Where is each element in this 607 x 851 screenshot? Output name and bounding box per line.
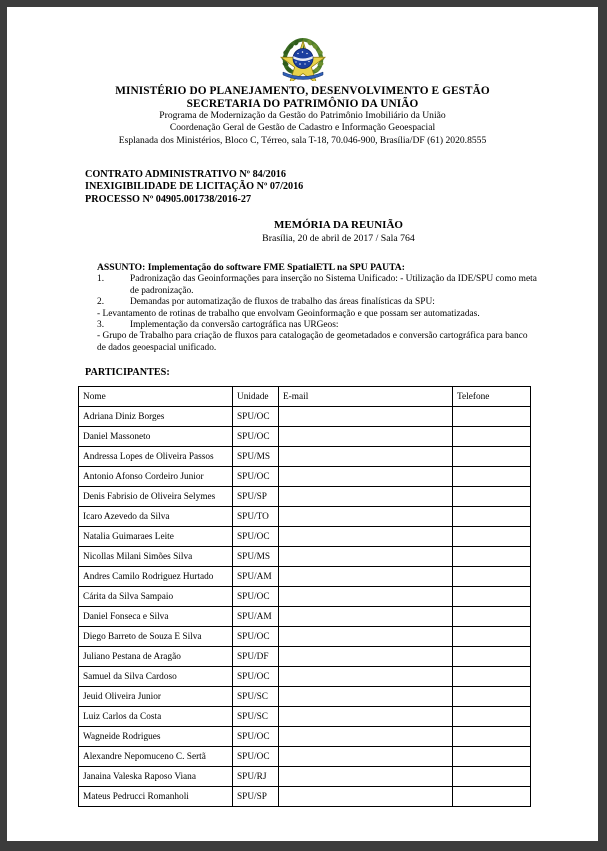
participant-phone	[453, 707, 531, 727]
agenda-note-1: - Levantamento de rotinas de trabalho que envolvam Geoinformação e que possam ser automatizadas.	[97, 308, 480, 319]
participant-name: Natalia Guimaraes Leite	[79, 527, 233, 547]
participant-name: Alexandre Nepomuceno C. Sertã	[79, 747, 233, 767]
document-references	[85, 169, 598, 206]
participant-unit: SPU/OC	[233, 407, 279, 427]
participant-unit: SPU/OC	[233, 467, 279, 487]
table-row	[79, 467, 531, 487]
participant-unit: SPU/SP	[233, 787, 279, 807]
participant-email	[279, 707, 453, 727]
participant-phone	[453, 627, 531, 647]
participant-phone	[453, 547, 531, 567]
minutes-place-date: Brasília, 20 de abril de 2017 / Sala 764	[262, 233, 415, 245]
participant-name: Daniel Massoneto	[79, 427, 233, 447]
participant-phone	[453, 487, 531, 507]
participant-unit: SPU/MS	[233, 547, 279, 567]
participant-unit: SPU/OC	[233, 427, 279, 447]
participant-name: Samuel da Silva Cardoso	[79, 667, 233, 687]
participant-email	[279, 467, 453, 487]
participant-phone	[453, 607, 531, 627]
participant-unit: SPU/RJ	[233, 767, 279, 787]
participant-unit: SPU/OC	[233, 727, 279, 747]
participant-phone	[453, 567, 531, 587]
column-header-nome: Nome	[79, 387, 233, 407]
column-header-email: E-mail	[279, 387, 453, 407]
participant-email	[279, 747, 453, 767]
participant-name: Denis Fabrisio de Oliveira Selymes	[79, 487, 233, 507]
table-row	[79, 667, 531, 687]
agenda-note-2: - Grupo de Trabalho para criação de fluxos para catalogação de geometadados e conversão cartográfica para banco de dados geoespacial unificado.	[97, 331, 528, 353]
agenda-item-1-text: Padronização das Geoinformações para inserção no Sistema Unificado: - Utilização da IDE/SPU como meta de padronização.	[130, 274, 537, 296]
agenda-item-3-text: Implementação da conversão cartográfica nas URGeos:	[130, 320, 339, 331]
participant-email	[279, 627, 453, 647]
participant-phone	[453, 527, 531, 547]
table-row	[79, 647, 531, 667]
participant-unit: SPU/SP	[233, 487, 279, 507]
table-header-row	[79, 387, 531, 407]
participant-phone	[453, 587, 531, 607]
participant-name: Wagneide Rodrigues	[79, 727, 233, 747]
participant-phone	[453, 647, 531, 667]
agenda-item-1	[97, 274, 537, 297]
participant-name: Andressa Lopes de Oliveira Passos	[79, 447, 233, 467]
table-row	[79, 427, 531, 447]
participant-email	[279, 547, 453, 567]
participant-name: Mateus Pedrucci Romanholi	[79, 787, 233, 807]
participant-name: Antonio Afonso Cordeiro Junior	[79, 467, 233, 487]
organization-header	[7, 85, 598, 147]
brasao-republica-icon	[276, 35, 330, 81]
table-row	[79, 507, 531, 527]
participant-unit: SPU/OC	[233, 747, 279, 767]
agenda-item-2-text: Demandas por automatização de fluxos de trabalho das áreas finalísticas da SPU:	[130, 297, 435, 308]
secretariat-line: SECRETARIA DO PATRIMÔNIO DA UNIÃO	[186, 97, 419, 110]
table-row	[79, 687, 531, 707]
participant-email	[279, 687, 453, 707]
participant-phone	[453, 447, 531, 467]
table-row	[79, 787, 531, 807]
table-row	[79, 767, 531, 787]
participant-unit: SPU/SC	[233, 687, 279, 707]
table-row	[79, 747, 531, 767]
table-row	[79, 607, 531, 627]
table-row	[79, 587, 531, 607]
participant-unit: SPU/OC	[233, 527, 279, 547]
participant-name: Cárita da Silva Sampaio	[79, 587, 233, 607]
participant-unit: SPU/OC	[233, 667, 279, 687]
coat-of-arms-container	[7, 7, 598, 81]
participant-email	[279, 647, 453, 667]
table-row	[79, 627, 531, 647]
table-row	[79, 407, 531, 427]
page-content	[7, 7, 598, 841]
column-header-telefone: Telefone	[453, 387, 531, 407]
table-row	[79, 707, 531, 727]
participant-email	[279, 587, 453, 607]
coordination-line: Coordenação Geral de Gestão de Cadastro e Informação Geoespacial	[169, 122, 436, 134]
participant-name: Juliano Pestana de Aragão	[79, 647, 233, 667]
participant-name: Janaina Valeska Raposo Viana	[79, 767, 233, 787]
participant-email	[279, 487, 453, 507]
participant-email	[279, 667, 453, 687]
participant-phone	[453, 427, 531, 447]
participants-table-body	[79, 407, 531, 807]
contract-number: CONTRATO ADMINISTRATIVO Nº 84/2016	[85, 168, 286, 180]
agenda-item-2-number: 2.	[97, 297, 105, 308]
table-row	[79, 567, 531, 587]
table-row	[79, 447, 531, 467]
participant-phone	[453, 507, 531, 527]
table-row	[79, 487, 531, 507]
participant-unit: SPU/AM	[233, 607, 279, 627]
participant-phone	[453, 667, 531, 687]
participant-unit: SPU/TO	[233, 507, 279, 527]
participant-name: Diego Barreto de Souza E Silva	[79, 627, 233, 647]
participant-email	[279, 527, 453, 547]
participant-name: Andres Camilo Rodriguez Hurtado	[79, 567, 233, 587]
participant-email	[279, 607, 453, 627]
participant-email	[279, 767, 453, 787]
participant-email	[279, 567, 453, 587]
participant-unit: SPU/OC	[233, 587, 279, 607]
participant-phone	[453, 747, 531, 767]
program-line: Programa de Modernização da Gestão do Patrimônio Imobiliário da União	[159, 110, 446, 122]
participant-phone	[453, 407, 531, 427]
participant-name: Nicollas Milani Simões Silva	[79, 547, 233, 567]
agenda-item-1-number: 1.	[97, 274, 105, 285]
participant-name: Daniel Fonseca e Silva	[79, 607, 233, 627]
table-row	[79, 727, 531, 747]
participant-phone	[453, 727, 531, 747]
participant-name: Jeuid Oliveira Junior	[79, 687, 233, 707]
participant-email	[279, 447, 453, 467]
participant-email	[279, 727, 453, 747]
meeting-minutes-heading	[79, 219, 598, 245]
address-line: Esplanada dos Ministérios, Bloco C, Térreo, sala T-18, 70.046-900, Brasília/DF (61) 2020.8555	[118, 134, 487, 146]
participant-phone	[453, 687, 531, 707]
subject-agenda-block	[97, 262, 537, 354]
participant-unit: SPU/DF	[233, 647, 279, 667]
agenda-item-2	[97, 297, 537, 308]
column-header-unidade: Unidade	[233, 387, 279, 407]
agenda-item-3-number: 3.	[97, 320, 105, 331]
participant-email	[279, 787, 453, 807]
table-row	[79, 527, 531, 547]
participant-phone	[453, 787, 531, 807]
table-row	[79, 547, 531, 567]
participants-label: PARTICIPANTES:	[85, 367, 170, 379]
participant-email	[279, 407, 453, 427]
participants-table	[78, 386, 531, 807]
inexigibility-number: INEXIGIBILIDADE DE LICITAÇÃO Nº 07/2016	[85, 181, 304, 193]
participant-phone	[453, 767, 531, 787]
participant-name: Luiz Carlos da Costa	[79, 707, 233, 727]
ministry-line: MINISTÉRIO DO PLANEJAMENTO, DESENVOLVIMENTO E GESTÃO	[115, 85, 490, 97]
subject-title: ASSUNTO: Implementação do software FME SpatialETL na SPU PAUTA:	[97, 262, 405, 274]
agenda-item-3	[97, 320, 537, 331]
participant-email	[279, 507, 453, 527]
participant-unit: SPU/OC	[233, 627, 279, 647]
participant-unit: SPU/AM	[233, 567, 279, 587]
participant-email	[279, 427, 453, 447]
participant-phone	[453, 467, 531, 487]
participant-unit: SPU/MS	[233, 447, 279, 467]
participant-name: Icaro Azevedo da Silva	[79, 507, 233, 527]
document-page	[7, 7, 598, 841]
participant-name: Adriana Diniz Borges	[79, 407, 233, 427]
participant-unit: SPU/SC	[233, 707, 279, 727]
process-number: PROCESSO Nº 04905.001738/2016-27	[85, 193, 252, 205]
minutes-title: MEMÓRIA DA REUNIÃO	[274, 219, 403, 232]
